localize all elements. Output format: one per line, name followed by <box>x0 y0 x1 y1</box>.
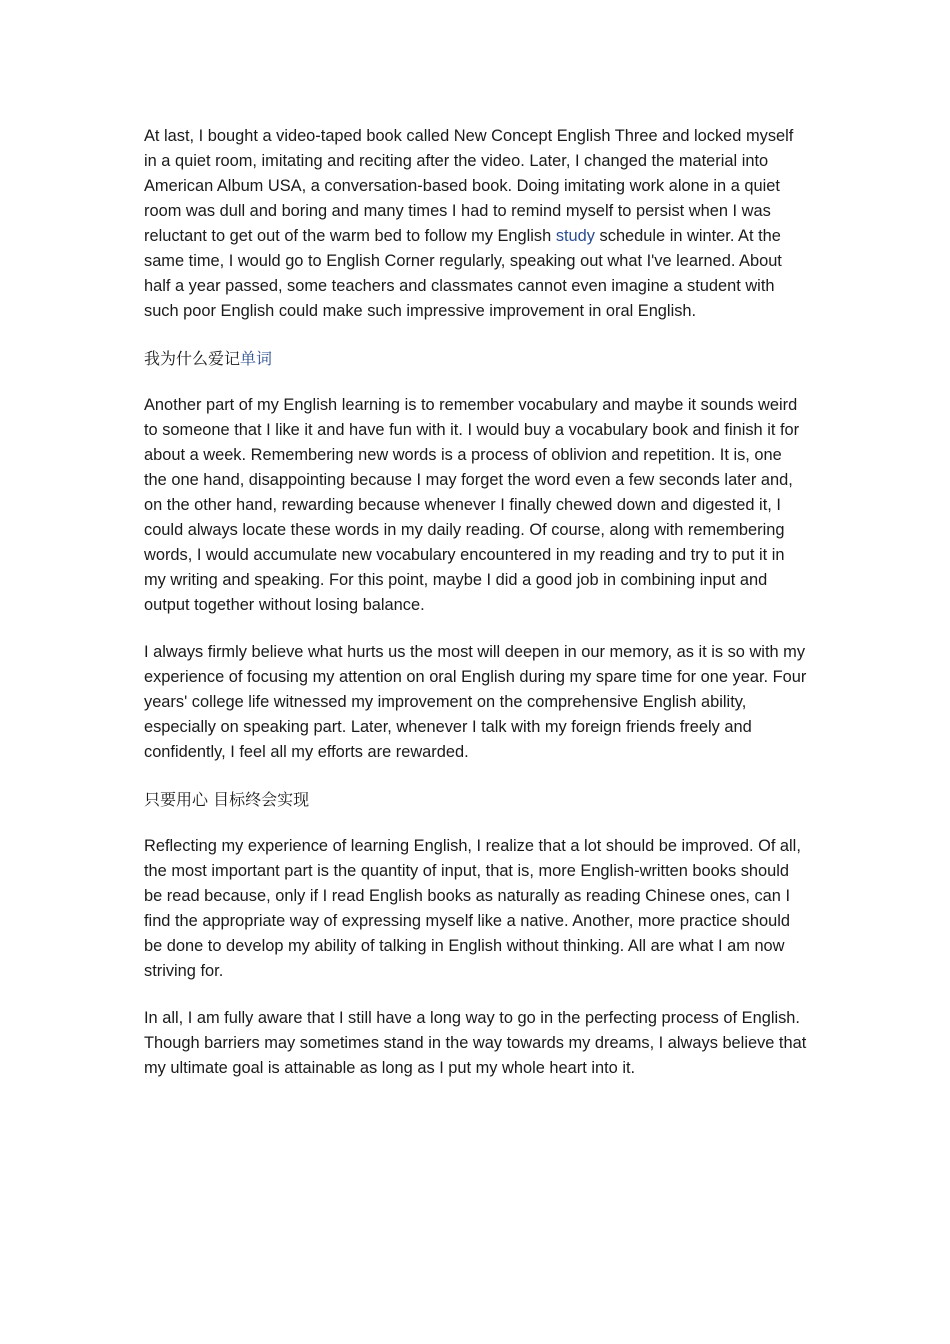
paragraph-reflection: Reflecting my experience of learning English, I realize that a lot should be improved. Of all, the most important part is the quantity of input, that is, more English-written books should be read because, only if I read English books as naturally as reading Chinese ones, can I find the appropriate way of expressing myself like a native. Another, more practice should be done to develop my ability of talking in English without thinking. All are what I am now striving for. <box>144 837 801 980</box>
vocabulary-link[interactable]: 单词 <box>240 349 273 368</box>
paragraph-vocabulary: Another part of my English learning is to remember vocabulary and maybe it sounds weird to someone that I like it and have fun with it. I would buy a vocabulary book and finish it for about a week. Remembering new words is a process of oblivion and repetition. It is, one the one hand, disappointing because I may forget the word even a few seconds later and, on the other hand, rewarding because whenever I finally chewed down and digested it, I could always locate these words in my daily reading. Of course, along with remembering words, I would accumulate new vocabulary encountered in my reading and try to put it in my writing and speaking. For this point, maybe I did a good job in combining input and output together without losing balance. <box>144 396 800 614</box>
paragraph-text: At last, I bought a video-taped book called New Concept English Three and locked myself in a quiet room, imitating and reciting after the video. Later, I changed the material into American Album USA, a conversation-based book. Doing imitating work alone in a quiet room was dull and boring and many times I had to remind myself to persist when I was reluctant to get out of the warm bed to follow my English <box>144 127 794 245</box>
study-link[interactable]: study <box>555 227 595 245</box>
paragraph-imitation-practice <box>144 124 808 324</box>
paragraph-text: schedule in winter. At the same time, I would go to English Corner regularly, speaking out what I've learned. About half a year passed, some teachers and classmates cannot even imagine a student with such poor English could make such impressive improvement in oral English. <box>144 227 782 320</box>
paragraph-conclusion: In all, I am fully aware that I still have a long way to go in the perfecting process of English. Though barriers may sometimes stand in the way towards my dreams, I always believe that my ultimate goal is attainable as long as I put my whole heart into it. <box>144 1009 807 1077</box>
section-heading-vocabulary <box>144 346 808 371</box>
section-heading-goal: 只要用心 目标终会实现 <box>144 790 310 809</box>
document-body <box>144 124 808 1103</box>
heading-text: 我为什么爱记 <box>144 349 241 368</box>
paragraph-memory: I always firmly believe what hurts us the most will deepen in our memory, as it is so with my experience of focusing my attention on oral English during my spare time for one year. Four years' college life witnessed my improvement on the comprehensive English ability, especially on speaking part. Later, whenever I talk with my foreign friends freely and confidently, I feel all my efforts are rewarded. <box>144 643 807 761</box>
